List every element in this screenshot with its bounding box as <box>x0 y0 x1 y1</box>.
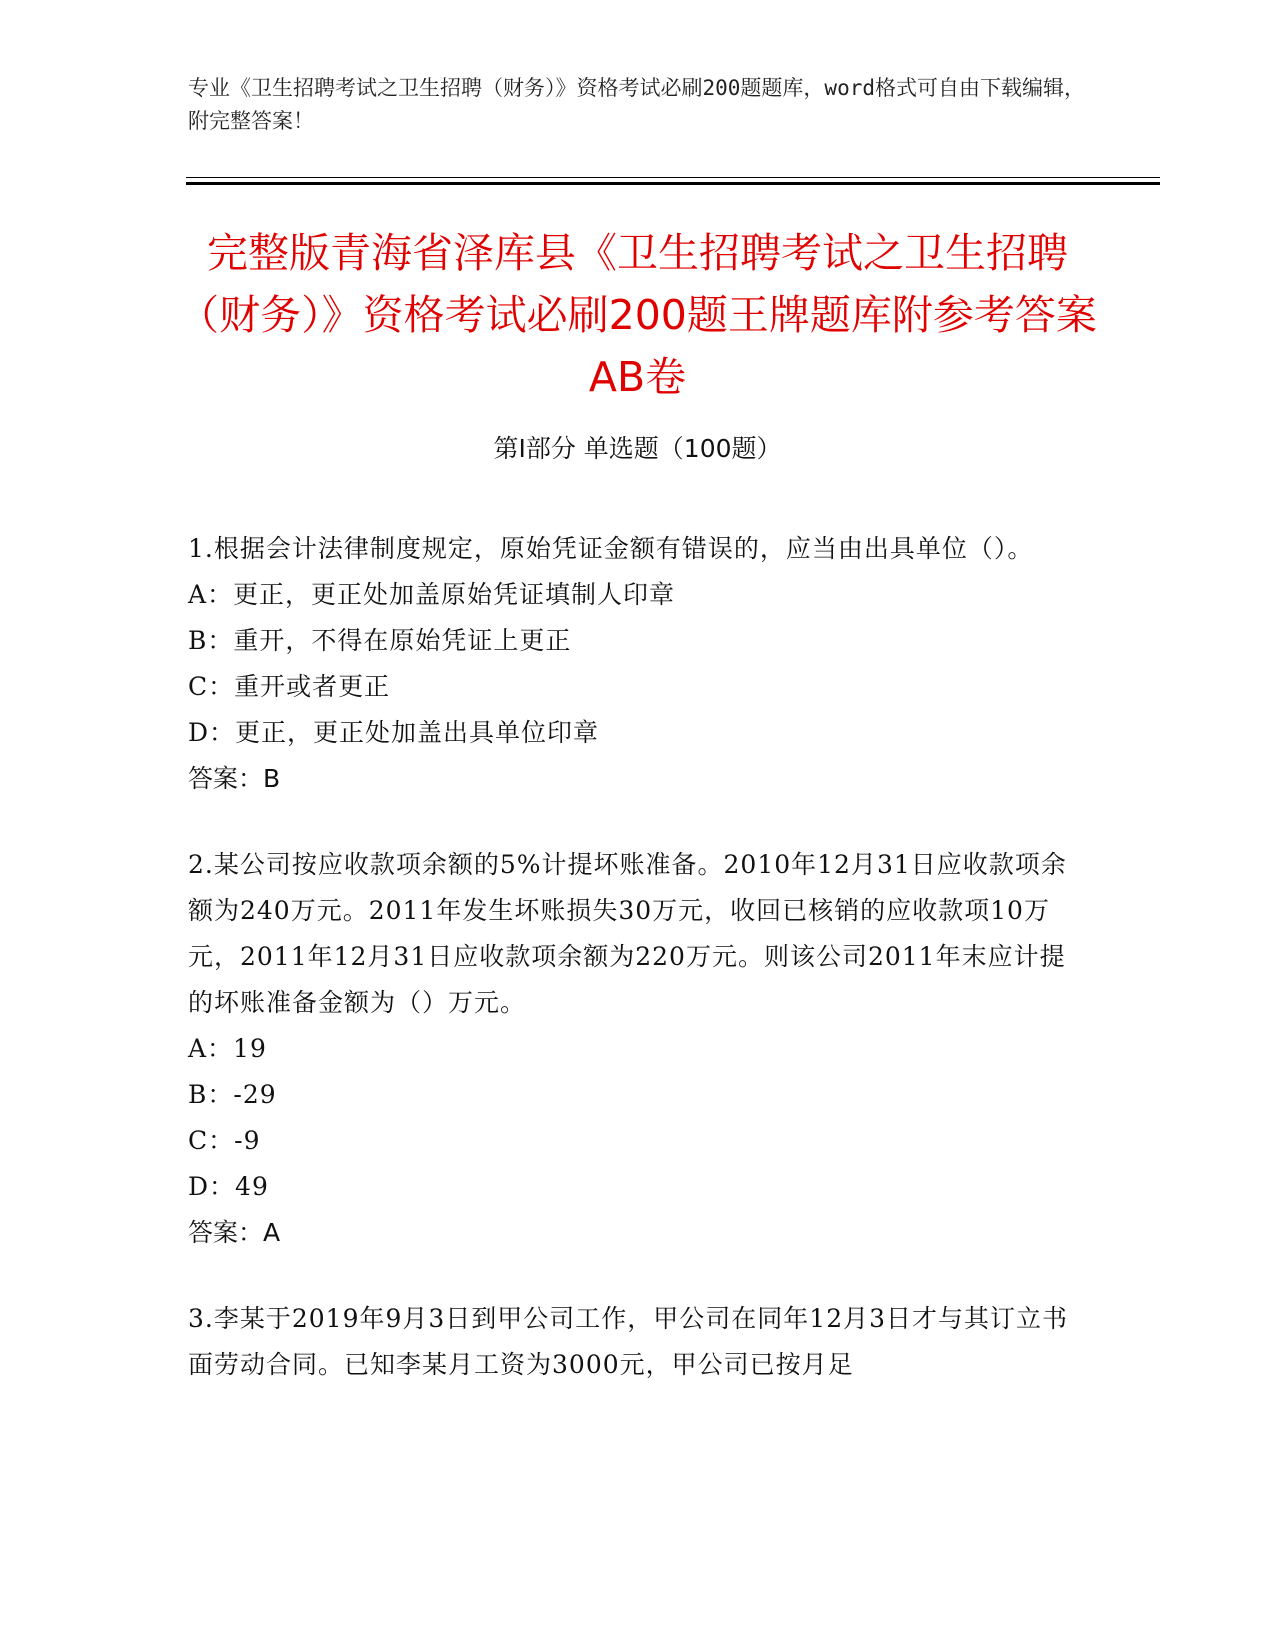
question-stem: 2.某公司按应收款项余额的5%计提坏账准备。2010年12月31日应收款项余额为240万元。2011年发生坏账损失30万元，收回已核销的应收款项10万元，2011年12月31日应收款项余额为220万元。则该公司2011年末应计提的坏账准备金额为（）万元。 <box>188 850 1067 1017</box>
answer-line: 答案：A <box>188 1218 281 1247</box>
document-title: 完整版青海省泽库县《卫生招聘考试之卫生招聘（财务）》资格考试必刷200题王牌题库附参考答案AB卷 <box>178 229 1097 401</box>
option-d: D：49 <box>188 1172 269 1201</box>
section-heading: 第Ⅰ部分 单选题（100题） <box>493 434 782 463</box>
header-divider-thick <box>186 182 1160 185</box>
header-divider-thin <box>186 177 1160 178</box>
header-note: 专业《卫生招聘考试之卫生招聘（财务）》资格考试必刷200题题库，word格式可自由下载编辑，附完整答案！ <box>188 76 1085 133</box>
question-list <box>188 526 1088 1428</box>
option-d: D：更正，更正处加盖出具单位印章 <box>188 718 600 747</box>
answer-line: 答案：B <box>188 764 281 793</box>
option-a: A：19 <box>188 1034 267 1063</box>
question-2 <box>188 842 1088 1256</box>
option-a: A：更正，更正处加盖原始凭证填制人印章 <box>188 580 676 609</box>
question-stem: 1.根据会计法律制度规定，原始凭证金额有错误的，应当由出具单位（）。 <box>188 534 1034 563</box>
question-stem: 3.李某于2019年9月3日到甲公司工作，甲公司在同年12月3日才与其订立书面劳动合同。已知李某月工资为3000元，甲公司已按月足 <box>188 1304 1069 1379</box>
option-b: B：重开，不得在原始凭证上更正 <box>188 626 572 655</box>
option-b: B：-29 <box>188 1080 277 1109</box>
question-3 <box>188 1296 1088 1388</box>
option-c: C：重开或者更正 <box>188 672 391 701</box>
option-c: C：-9 <box>188 1126 261 1155</box>
question-1 <box>188 526 1088 802</box>
